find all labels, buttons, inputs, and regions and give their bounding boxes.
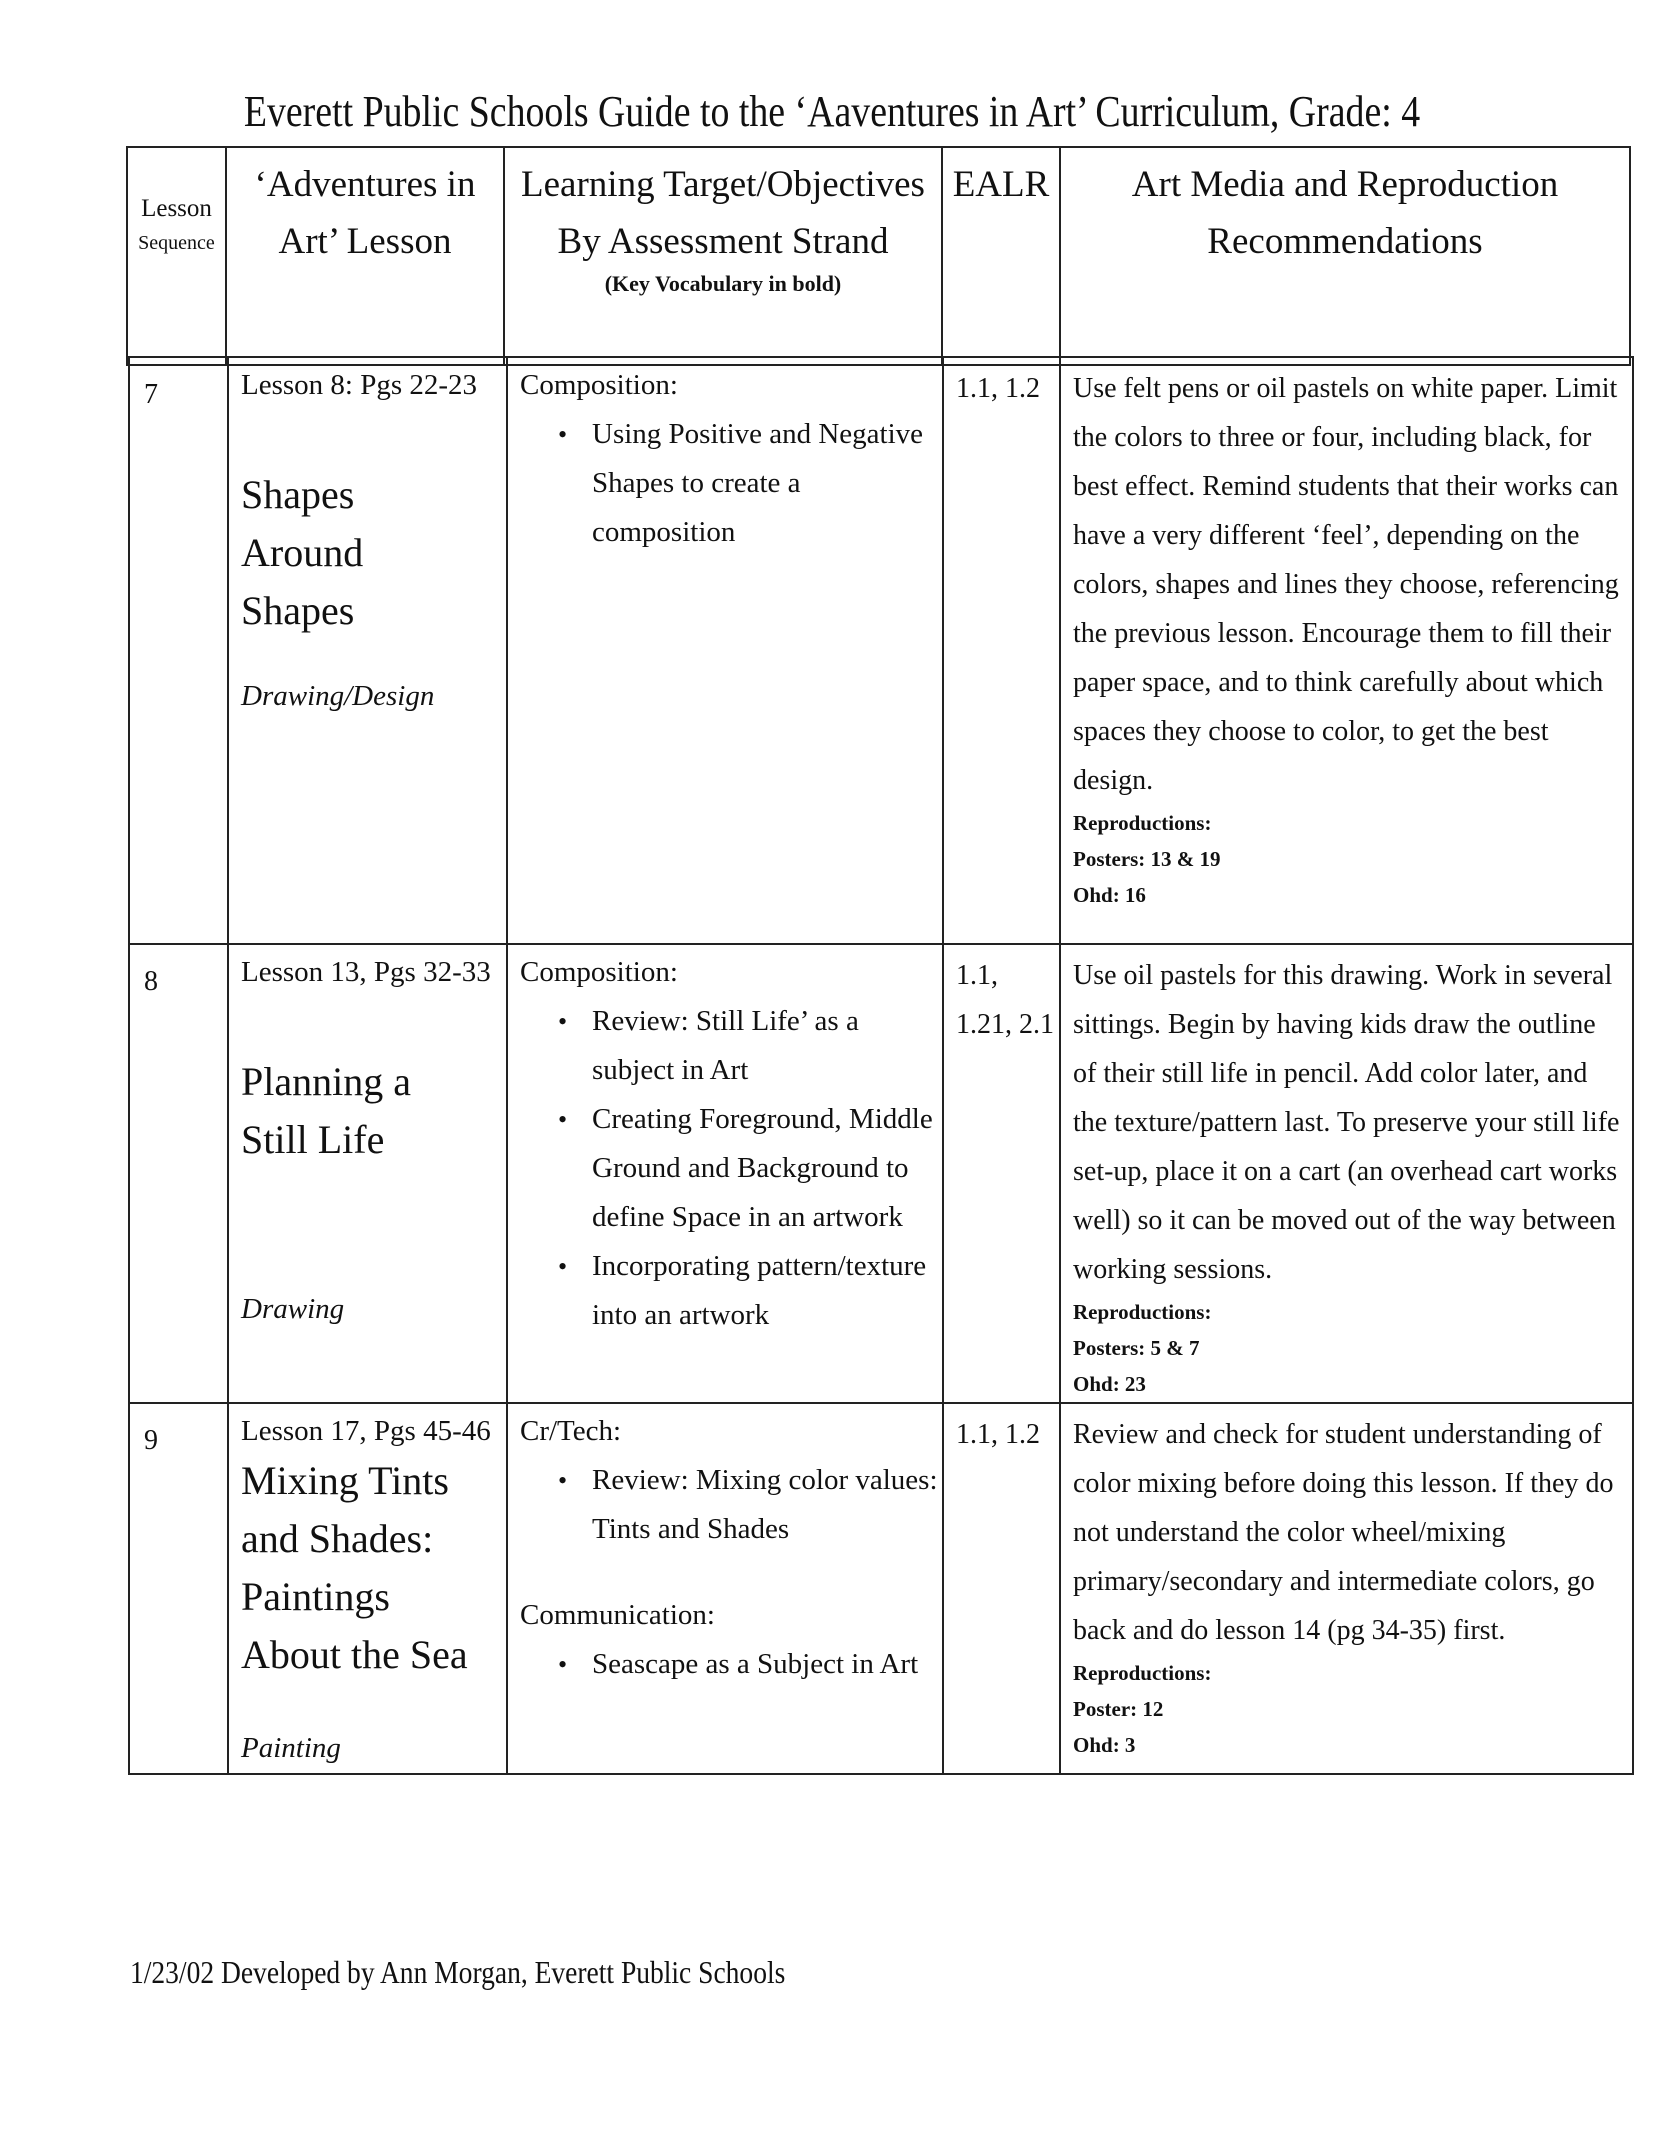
strand-name: Composition: (520, 956, 678, 988)
header-table (126, 146, 1631, 366)
objective-list (508, 1640, 942, 1689)
header-ealr (942, 147, 1060, 365)
reproductions-label: Reproductions: (1073, 811, 1212, 835)
ohd-ref: Ohd: 3 (1073, 1733, 1136, 1757)
ealr-cell: 1.1, 1.21, 2.1 (943, 944, 1060, 1403)
lesson-ref: Lesson 8: Pgs 22-23 (241, 369, 478, 401)
ealr-cell: 1.1, 1.2 (943, 357, 1060, 944)
header-objectives-line1: Learning Target/Objectives (521, 164, 925, 205)
objectives-cell (507, 1403, 943, 1774)
ealr-cell: 1.1, 1.2 (943, 1403, 1060, 1774)
header-lesson-line2: Art’ Lesson (278, 221, 452, 262)
reproductions-label: Reproductions: (1073, 1300, 1212, 1324)
table-row (129, 1403, 1633, 1774)
strand-name: Communication: (520, 1599, 715, 1631)
objective-item: • Seascape as a Subject in Art (592, 1640, 942, 1689)
posters-ref: Posters: 13 & 19 (1073, 847, 1221, 871)
lesson-title: Planning a Still Life (241, 1059, 411, 1162)
lesson-table (128, 356, 1634, 1775)
ohd-ref: Ohd: 23 (1073, 1372, 1146, 1396)
header-media-line1: Art Media and Reproduction (1131, 164, 1559, 205)
header-ealr-label: EALR (952, 164, 1050, 205)
lesson-cell (228, 1403, 507, 1774)
objective-item: • Incorporating pattern/texture into an artwork (592, 1242, 942, 1340)
objective-list (508, 997, 942, 1340)
page-title: Everett Public Schools Guide to the ‘Aaventures in Art’ Curriculum, Grade: 4 (243, 87, 1421, 136)
header-sequence-line1: Lesson (141, 195, 212, 222)
header-sequence-line2: Sequence (138, 232, 215, 254)
lesson-sequence: 9 (129, 1403, 228, 1774)
media-cell (1060, 357, 1633, 944)
objective-list (508, 1456, 942, 1554)
objective-item: • Using Positive and Negative Shapes to create a composition (592, 410, 942, 557)
lesson-title: Mixing Tints and Shades: Paintings About the Sea (241, 1458, 468, 1677)
header-media-line2: Recommendations (1207, 221, 1483, 262)
lesson-title: Shapes Around Shapes (241, 472, 364, 633)
media-text: Review and check for student understanding of color mixing before doing this lesson. If they do not understand the color wheel/mixing primary/secondary and intermediate colors, go back and do lesson 14 (pg 34-35) first. (1073, 1419, 1614, 1646)
lesson-sequence: 7 (129, 357, 228, 944)
media-text: Use felt pens or oil pastels on white paper. Limit the colors to three or four, including black, for best effect. Remind students that their works can have a very different ‘feel’, depending on the colors, shapes and lines they choose, referencing the previous lesson. Encourage them to fill their paper space, and to think carefully about which spaces they choose to color, to get the best design. (1073, 373, 1619, 796)
objective-item: • Review: Mixing color values: Tints and Shades (592, 1456, 942, 1554)
header-media (1060, 147, 1630, 365)
lesson-category: Drawing (241, 1293, 345, 1325)
header-lesson-sequence (127, 147, 226, 365)
table-row (129, 357, 1633, 944)
header-objectives-line2: By Assessment Strand (557, 221, 889, 262)
objective-list (508, 410, 942, 557)
ohd-ref: Ohd: 16 (1073, 883, 1146, 907)
lesson-ref: Lesson 17, Pgs 45-46 (241, 1415, 491, 1447)
strand-name: Composition: (520, 369, 678, 401)
table-row (129, 944, 1633, 1403)
lesson-ref: Lesson 13, Pgs 32-33 (241, 956, 491, 988)
objectives-cell (507, 357, 943, 944)
media-cell (1060, 1403, 1633, 1774)
lesson-cell (228, 357, 507, 944)
reproductions-label: Reproductions: (1073, 1661, 1212, 1685)
media-text: Use oil pastels for this drawing. Work in several sittings. Begin by having kids draw the outline of their still life in pencil. Add color later, and the texture/pattern last. To preserve your still life set-up, place it on a cart (an overhead cart works well) so it can be moved out of the way between working sessions. (1073, 960, 1620, 1285)
lesson-category: Drawing/Design (241, 680, 435, 712)
header-objectives (504, 147, 942, 365)
page-footer: 1/23/02 Developed by Ann Morgan, Everett Public Schools (130, 1954, 786, 1990)
posters-ref: Posters: 5 & 7 (1073, 1336, 1200, 1360)
objective-item: • Creating Foreground, Middle Ground and Background to define Space in an artwork (592, 1095, 942, 1242)
objective-item: • Review: Still Life’ as a subject in Art (592, 997, 942, 1095)
header-lesson-line1: ‘Adventures in (254, 164, 476, 205)
objectives-cell (507, 944, 943, 1403)
posters-ref: Poster: 12 (1073, 1697, 1164, 1721)
header-objectives-note: (Key Vocabulary in bold) (604, 271, 842, 296)
strand-name: Cr/Tech: (520, 1415, 622, 1447)
lesson-cell (228, 944, 507, 1403)
header-lesson (226, 147, 504, 365)
media-cell (1060, 944, 1633, 1403)
header-row (127, 147, 1630, 365)
lesson-category: Painting (241, 1732, 341, 1764)
lesson-sequence: 8 (129, 944, 228, 1403)
